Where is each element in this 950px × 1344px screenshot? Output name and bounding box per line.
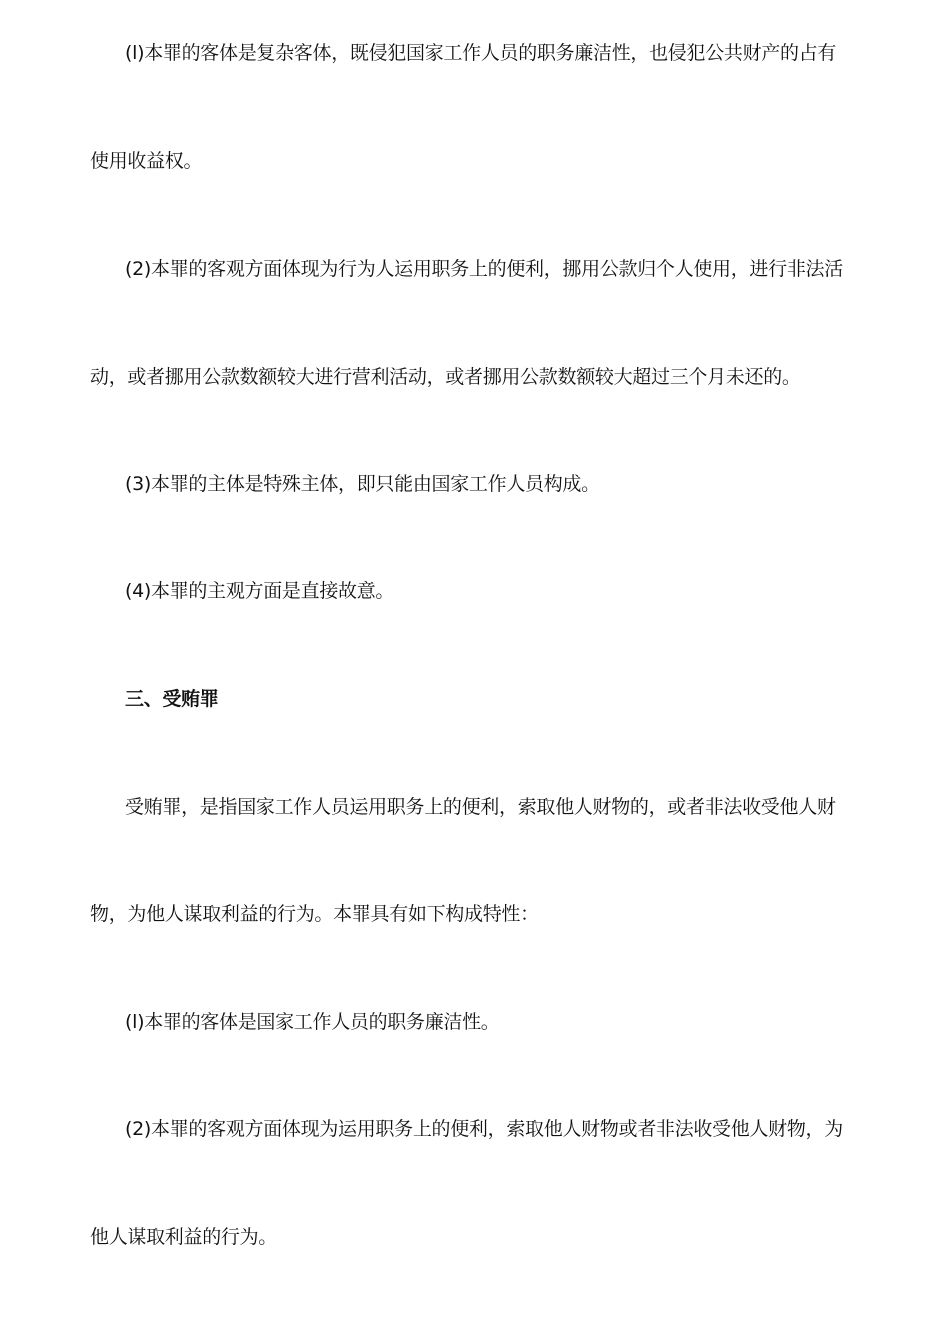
paragraph-line: (3)本罪的主体是特殊主体，即只能由国家工作人员构成。 xyxy=(125,473,600,495)
paragraph-line: 使用收益权。 xyxy=(90,150,203,172)
paragraph-line: (2)本罪的客观方面体现为行为人运用职务上的便利，挪用公款归个人使用，进行非法活 xyxy=(125,258,843,280)
paragraph-line: 动，或者挪用公款数额较大进行营利活动，或者挪用公款数额较大超过三个月未还的。 xyxy=(90,366,801,388)
paragraph-line: (l)本罪的客体是国家工作人员的职务廉洁性。 xyxy=(125,1011,500,1033)
paragraph-line: (4)本罪的主观方面是直接故意。 xyxy=(125,580,395,602)
paragraph-line: 他人谋取利益的行为。 xyxy=(90,1226,278,1248)
paragraph-line: 受贿罪，是指国家工作人员运用职务上的便利，索取他人财物的，或者非法收受他人财 xyxy=(125,796,836,818)
paragraph-line: 物，为他人谋取利益的行为。本罪具有如下构成特性： xyxy=(90,903,539,925)
paragraph-line: (2)本罪的客观方面体现为运用职务上的便利，索取他人财物或者非法收受他人财物，为 xyxy=(125,1118,843,1140)
section-heading: 三、受贿罪 xyxy=(125,688,219,710)
paragraph-line: (l)本罪的客体是复杂客体，既侵犯国家工作人员的职务廉洁性，也侵犯公共财产的占有 xyxy=(125,42,837,64)
